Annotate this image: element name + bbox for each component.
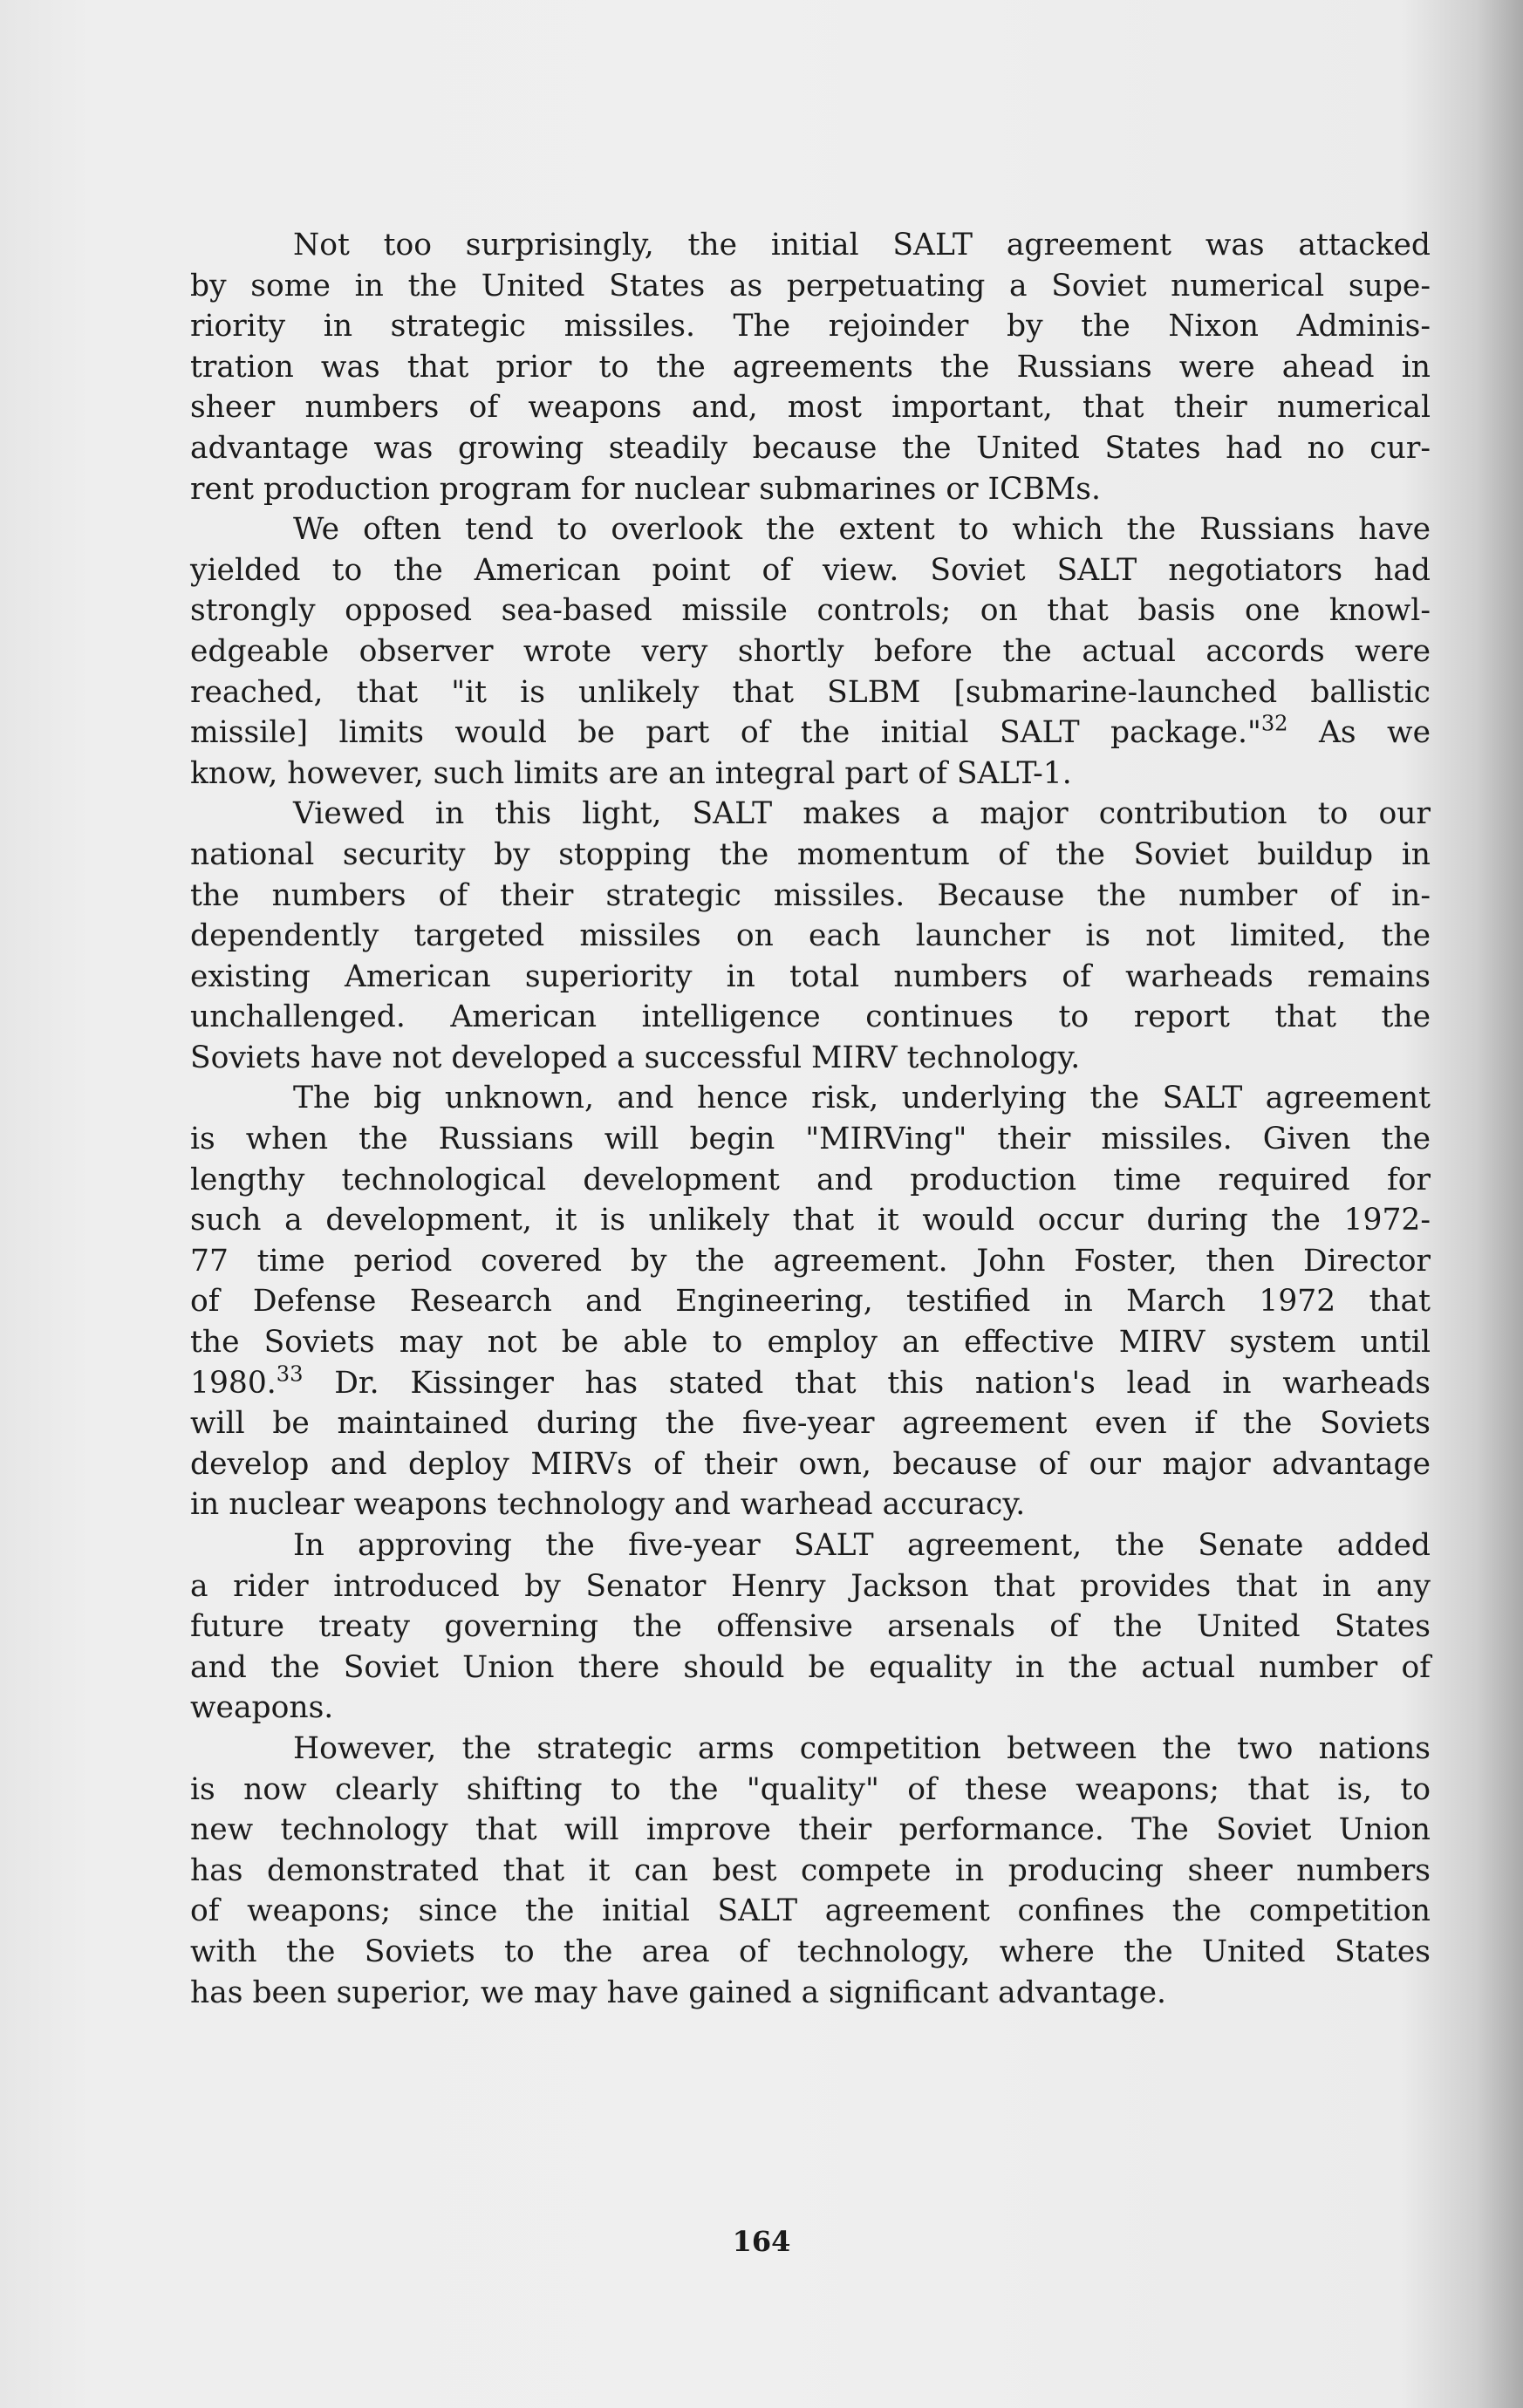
text-line: national security by stopping the momentum of the Soviet buildup in	[190, 836, 1431, 872]
text-line: We often tend to overlook the extent to which the Russians have	[293, 512, 1431, 548]
text-line: 77 time period covered by the agreement. John Foster, then Director	[190, 1243, 1431, 1279]
text-line: by some in the United States as perpetuating a Soviet numerical supe-	[190, 268, 1431, 304]
text-line: develop and deploy MIRVs of their own, because of our major advantage	[190, 1446, 1431, 1482]
text-line: riority in strategic missiles. The rejoinder by the Nixon Adminis-	[190, 309, 1431, 344]
paragraph	[190, 794, 1431, 1078]
text-line: reached, that "it is unlikely that SLBM [submarine-launched ballistic	[190, 674, 1431, 710]
paragraph	[190, 1078, 1431, 1525]
text-line: weapons.	[190, 1690, 334, 1726]
text-line: has demonstrated that it can best compete in producing sheer numbers	[190, 1852, 1431, 1888]
text-line: the Soviets may not be able to employ an effective MIRV system until	[190, 1325, 1431, 1361]
text-line: In approving the five-year SALT agreement, the Senate added	[293, 1528, 1431, 1563]
text-line: Viewed in this light, SALT makes a major contribution to our	[293, 796, 1431, 832]
paragraph	[190, 509, 1431, 794]
text-line: in nuclear weapons technology and warhead accuracy.	[190, 1487, 1026, 1523]
text-line: lengthy technological development and production time required for	[190, 1162, 1431, 1197]
text-line: such a development, it is unlikely that it would occur during the 1972-	[190, 1203, 1431, 1238]
text-line: existing American superiority in total numbers of warheads remains	[190, 958, 1431, 994]
text-line: Not too surprisingly, the initial SALT agreement was attacked	[293, 228, 1431, 263]
text-line: yielded to the American point of view. Soviet SALT negotiators had	[190, 552, 1431, 588]
text-line: of weapons; since the initial SALT agreement confines the competition	[190, 1893, 1431, 1929]
footnote-marker: 33	[276, 1361, 304, 1387]
text-line: advantage was growing steadily because the United States had no cur-	[190, 430, 1431, 466]
text-line: new technology that will improve their performance. The Soviet Union	[190, 1812, 1431, 1848]
text-line: 1980.33 Dr. Kissinger has stated that this nation's lead in warheads	[190, 1361, 1431, 1401]
text-line: edgeable observer wrote very shortly before the actual accords were	[190, 633, 1431, 669]
body-text	[190, 225, 1431, 2013]
text-line: rent production program for nuclear submarines or ICBMs.	[190, 471, 1101, 507]
paragraph	[190, 225, 1431, 509]
text-line: future treaty governing the offensive arsenals of the United States	[190, 1609, 1431, 1645]
text-line: The big unknown, and hence risk, underlying the SALT agreement	[293, 1081, 1431, 1116]
footnote-marker: 32	[1260, 711, 1288, 736]
text-line: know, however, such limits are an integral part of SALT-1.	[190, 755, 1072, 791]
text-line: strongly opposed sea-based missile controls; on that basis one knowl-	[190, 593, 1431, 629]
text-line: tration was that prior to the agreements the Russians were ahead in	[190, 349, 1431, 385]
text-line: missile] limits would be part of the initial SALT package."$^{32}$ As we	[190, 711, 1431, 751]
text-line: and the Soviet Union there should be equality in the actual number of	[190, 1649, 1431, 1685]
text-line: a rider introduced by Senator Henry Jackson that provides that in any	[190, 1568, 1431, 1604]
text-line: Soviets have not developed a successful MIRV technology.	[190, 1040, 1081, 1075]
text-line: unchallenged. American intelligence continues to report that the	[190, 999, 1431, 1035]
text-line: sheer numbers of weapons and, most important, that their numerical	[190, 390, 1431, 426]
text-line: will be maintained during the five-year agreement even if the Soviets	[190, 1406, 1431, 1442]
paragraph	[190, 1525, 1431, 1729]
text-line: the numbers of their strategic missiles. Because the number of in-	[190, 877, 1431, 913]
text-line: with the Soviets to the area of technology, where the United States	[190, 1934, 1431, 1969]
text-line: has been superior, we may have gained a significant advantage.	[190, 1975, 1167, 2010]
page-number: 164	[732, 2225, 791, 2258]
paragraph	[190, 1729, 1431, 2013]
text-line: dependently targeted missiles on each launcher is not limited, the	[190, 918, 1431, 954]
text-line: However, the strategic arms competition between the two nations	[293, 1730, 1431, 1766]
text-line: is when the Russians will begin "MIRVing" their missiles. Given the	[190, 1122, 1431, 1157]
text-line: of Defense Research and Engineering, testified in March 1972 that	[190, 1284, 1431, 1320]
text-line: is now clearly shifting to the "quality" of these weapons; that is, to	[190, 1771, 1431, 1807]
